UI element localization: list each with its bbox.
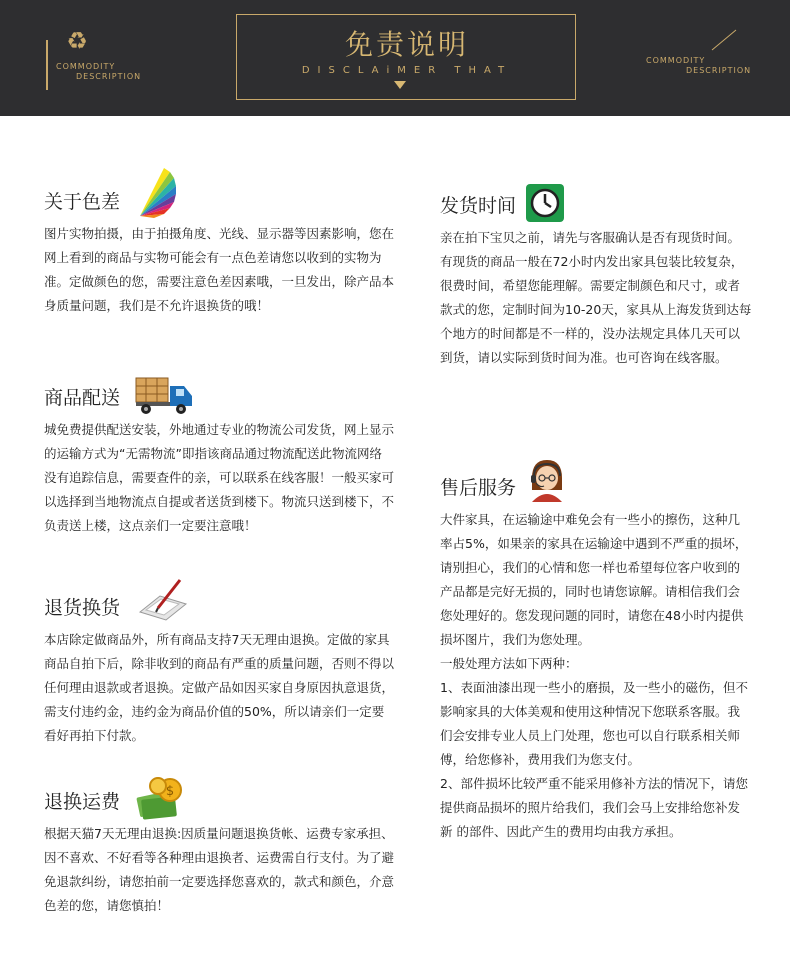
right-badge-line2: DESCRIPTION <box>686 66 752 75</box>
customer-service-icon <box>526 456 568 504</box>
money-coins-icon <box>136 776 186 822</box>
section-returns <box>44 586 394 748</box>
section-title: 售后服务 <box>440 477 517 499</box>
section-after-sales <box>440 466 752 844</box>
section-text: 城免费提供配送安装，外地通过专业的物流公司发货，网上显示的运输方式为“无需物流”即指该商品通过物流配送此物流网络没有追踪信息，需要查件的亲，可以联系在线客服！一般买家可以选择到当地物流点自提或者送货到楼下。物流只送到楼下，不负责送上楼，这点亲们一定要注意哦！ <box>44 422 395 533</box>
delivery-truck-icon <box>134 374 196 416</box>
right-badge-line1: COMMODITY <box>646 56 706 65</box>
slash-line-icon <box>710 28 738 52</box>
section-head <box>44 780 394 820</box>
paragraph-1: 大件家具，在运输途中难免会有一些小的擦伤，这种几率占5%，如果亲的家具在运输途中遇到不严重的损坏，请别担心，我们的心情和您一样也希望每位客户收到的产品都是完好无损的，同时也请您谅解。请相信我们会您处理好的。您发现问题的同时，请您在48小时内提供损坏图片，我们为您处理。 <box>440 512 748 647</box>
svg-text:$: $ <box>165 784 175 799</box>
left-badge-bar <box>46 40 48 90</box>
pen-tablet-icon <box>136 578 190 624</box>
right-badge <box>640 28 760 90</box>
section-return-fee <box>44 780 394 918</box>
section-head <box>44 376 394 416</box>
section-head <box>44 180 394 220</box>
left-badge-line2: DESCRIPTION <box>76 72 142 81</box>
paragraph-4: 2、部件损坏比较严重不能采用修补方法的情况下，请您提供商品损坏的照片给我们，我们会马上安排给您补发新 的部件、因此产生的费用均由我方承担。 <box>440 776 748 839</box>
section-title: 关于色差 <box>44 191 121 213</box>
paragraph-2: 一般处理方法如下两种： <box>440 656 578 671</box>
section-head <box>44 586 394 626</box>
section-title: 退货换货 <box>44 597 121 619</box>
section-text: 亲在拍下宝贝之前，请先与客服确认是否有现货时间。有现货的商品一般在72小时内发出家具包装比较复杂，很费时间，希望您能理解。需要定制颜色和尺寸，或者款式的您，定制时间为10-20天，家具从上海发货到达每个地方的时间都是不一样的，没办法规定具体几天可以到货，请以实际到货时间为准。也可咨询在线客服。 <box>440 230 752 365</box>
title-box <box>236 14 576 100</box>
section-text <box>440 508 752 844</box>
section-text: 本店除定做商品外，所有商品支持7天无理由退换。定做的家具商品自拍下后，除非收到的商品有严重的质量问题，否则不得以任何理由退款或者退换。定做产品如因买家自身原因执意退货，需支付违约金，违约金为商品价值的50%，所以请亲们一定要看好再拍下付款。 <box>44 632 395 743</box>
section-color-difference <box>44 180 394 318</box>
triangle-down-icon <box>394 81 406 89</box>
section-head <box>440 466 752 506</box>
paragraph-3: 1、表面油漆出现一些小的磨损，及一些小的磁伤，但不影响家具的大体美观和使用这种情况下您联系客服。我们会安排专业人员上门处理，您也可以自行联系相关师傅，给您修补，费用我们为您支付。 <box>440 680 748 767</box>
left-badge-line1: COMMODITY <box>56 62 116 71</box>
page-title: 免责说明 <box>344 28 469 61</box>
section-delivery <box>44 376 394 538</box>
page-subtitle: DISCLAiMER THAT <box>301 65 513 76</box>
left-badge <box>46 28 176 90</box>
section-text: 根据天猫7天无理由退换:因质量问题退换货帐、运费专家承担、因不喜欢、不好看等各种理由退换者、运费需自行支付。为了避免退款纠纷，请您拍前一定要选择您喜欢的，款式和颜色，介意色差的您，请您慎拍！ <box>44 826 395 913</box>
section-title: 商品配送 <box>44 387 121 409</box>
section-shipping-time <box>440 184 752 370</box>
clock-icon <box>526 184 564 222</box>
section-title: 退换运费 <box>44 791 121 813</box>
header-banner <box>0 0 790 116</box>
color-palette-icon <box>134 166 178 222</box>
recycle-icon: ♻ <box>66 27 88 55</box>
section-text: 图片实物拍摄，由于拍摄角度、光线、显示器等因素影响，您在网上看到的商品与实物可能会有一点色差请您以收到的实物为准。定做颜色的您，需要注意色差因素哦，一旦发出，除产品本身质量问题，我们是不允许退换货的哦！ <box>44 226 395 313</box>
section-title: 发货时间 <box>440 195 517 217</box>
section-head <box>440 184 752 224</box>
